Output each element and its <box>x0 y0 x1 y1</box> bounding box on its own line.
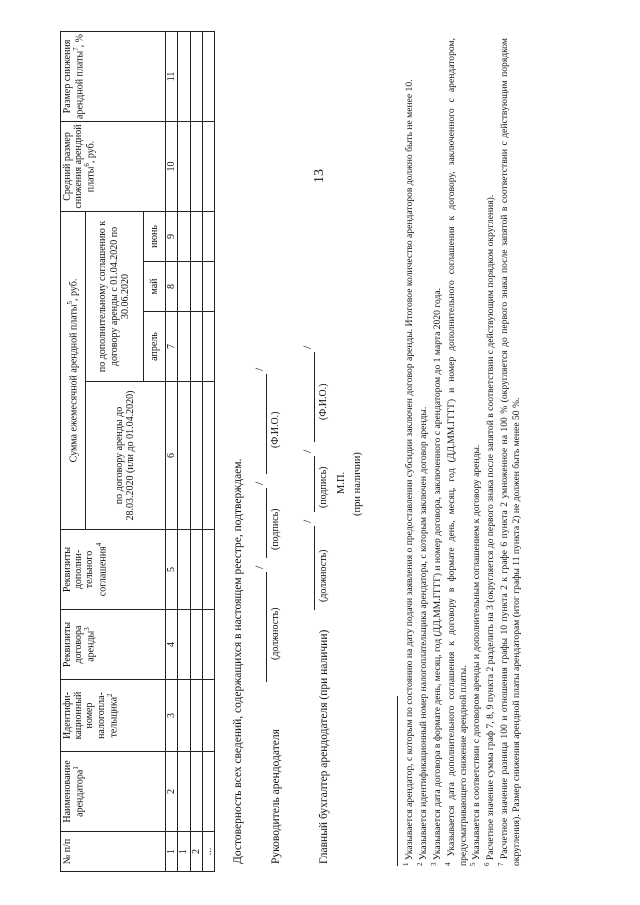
column-number: 4 <box>166 610 178 680</box>
header-tenant-name: Наименование арендатора$^1$ <box>61 752 166 832</box>
header-rent-agreement: по дополнительному соглашению к договору аренды с 01.04.2020 по 30.06.2020 <box>85 211 143 381</box>
footnote: $^4$ Указывается дата дополнительного соглашения к договору в формате день, месяц, год (ДД.ММ.ГГГГ) и номер дополнительного соглашения к договору, заключенного с арендатором, предусматривающего снижение арендной платы. <box>443 38 469 866</box>
column-number: 7 <box>166 312 178 382</box>
table-row <box>178 31 190 871</box>
accountant-name-line <box>314 352 315 442</box>
header-lease-details: Реквизиты договора аренды$^3$ <box>61 610 166 680</box>
row-number: 2 <box>190 832 202 872</box>
head-name-line <box>266 374 267 474</box>
footnote: $^3$ Указывается дата договора в формате день, месяц, год (ДД.ММ.ГГГГ) и номер договора, заключенного с арендатором до 1 марта 2020 года. <box>429 287 443 866</box>
header-reduction-percent: Размер снижения арендной платы$^7$, % <box>61 31 166 121</box>
header-row-1 <box>61 31 86 871</box>
accountant-position-line <box>314 526 315 610</box>
registry-table <box>60 31 215 872</box>
head-position-caption: (должность) <box>270 607 281 660</box>
footnote: $^5$ Указывается в соответствии с договором аренды и дополнительным соглашением к договору аренды. <box>469 444 483 866</box>
page-number: 13 <box>312 169 327 183</box>
confirmation-text: Достоверность всех сведений, содержащихся в настоящем реестре, подтверждаем. <box>232 458 244 864</box>
head-name-caption: (Ф.И.О.) <box>270 411 281 448</box>
accountant-name-caption: (Ф.И.О.) <box>318 383 329 420</box>
column-number: 8 <box>166 262 178 312</box>
accountant-signature-label: Главный бухгалтер арендодателя (при наличии) <box>318 629 330 864</box>
row-number: 1 <box>178 832 190 872</box>
header-number: № п/п <box>61 832 166 872</box>
header-june: июнь <box>143 211 166 261</box>
header-inn: Идентифи-кационный номер налогопла-тельщика$^2$ <box>61 680 166 752</box>
head-signature-line <box>266 488 267 558</box>
footnote: $^7$ Расчетное значение разница 100 и отношения графы 10 пункта 2 к графе 6 пункта 2 умноженное на 100 % (округляется до первого знака после запятой в соответствии с действующим порядком округления). Размер снижения арендной платы арендаторам (итог графы 11 пункта 2) не должен быть менее 50 %. <box>497 38 522 866</box>
head-signature-label: Руководитель арендодателя <box>270 729 282 864</box>
accountant-signature-line <box>314 456 315 512</box>
column-number: 6 <box>166 382 178 530</box>
stamp-note: (при наличии) <box>352 452 363 516</box>
column-number: 2 <box>166 752 178 832</box>
column-number: 3 <box>166 680 178 752</box>
head-position-line <box>266 572 267 682</box>
header-may: май <box>143 262 166 312</box>
column-numbers-row <box>166 31 178 871</box>
header-agreement-details: Реквизиты дополни-тельного соглашения$^4$ <box>61 530 166 610</box>
footnotes-divider <box>397 696 398 866</box>
stamp-label: М.П. <box>336 471 347 494</box>
accountant-signature-caption: (подпись) <box>318 466 329 508</box>
document-sheet: № п/п Наименование арендатора$^1$ Идентифи-кационный номер налогопла-тельщика$^2$ Реквизиты договора аренды$^3$ Реквизиты дополни-тельного соглашения$^4$ Сумма ежемесячной арендной платы$^5$, руб. Средний размер снижения арендной платы$^6$, руб. Размер снижения арендной платы$^7$, % по договору аренды до 28.03.2020 (или до 01.04.2020) по дополнительному соглашению к договору аренды с 01.04.2020 по 30.06.2020 апрель май июнь 1 2 3 4 5 6 7 8 9 10 11 1 2 ... Достоверность всех сведений, содержащихся в настоящем реестре, подтверждаем. Руководитель арендодателя / / / (должность) (подпись) (Ф.И.О.) Главный бухгалтер арендодателя (при наличии) / / / (должность) (подпись) (Ф.И.О.) М.П. (при наличии) $^1$ Указывается арендатор, с которым по состоянию на дату подачи заявления о предоставлении субсидии заключен договор аренды. Итоговое количество арендаторов должно быть не менее 10. $^2$ Указывается идентификационный номер налогоплательщика арендатора, с которым заключен договор аренды. $^3$ Указывается дата договора в формате день, месяц, год (ДД.ММ.ГГГГ) и номер договора, заключенного с арендатором до 1 марта 2020 года. $^4$ Указывается дата дополнительного соглашения к договору в формате день, месяц, год (ДД.ММ.ГГГГ) и номер дополнительного соглашения к договору, заключенного с арендатором, предусматривающего снижение арендной платы. $^5$ Указывается в соответствии с договором аренды и дополнительным соглашением к договору аренды. $^6$ Расчетное значение сумма граф 7, 8, 9 пункта 2 разделить на 3 (округляется до первого знака после запятой в соответствии с действующим порядком округления). $^7$ Расчетное значение разница 100 и отношения графы 10 пункта 2 к графе 6 пункта 2 умноженное на 100 % (округляется до первого знака после запятой в соответствии с действующим порядком округления). Размер снижения арендной платы арендаторам (итог графы 11 пункта 2) не должен быть менее 50 %. <box>60 32 580 872</box>
footnote: $^6$ Расчетное значение сумма граф 7, 8, 9 пункта 2 разделить на 3 (округляется до первого знака после запятой в соответствии с действующим порядком округления). <box>483 194 497 866</box>
header-average-reduction: Средний размер снижения арендной платы$^6$, руб. <box>61 121 166 211</box>
column-number: 11 <box>166 31 178 121</box>
header-rent-before: по договору аренды до 28.03.2020 (или до 01.04.2020) <box>85 382 166 530</box>
table-row <box>202 31 214 871</box>
header-april: апрель <box>143 312 166 382</box>
row-number: ... <box>202 832 214 872</box>
column-number: 5 <box>166 530 178 610</box>
footnotes <box>402 38 523 866</box>
column-number: 9 <box>166 211 178 261</box>
table-row <box>190 31 202 871</box>
head-signature-caption: (подпись) <box>270 508 281 550</box>
accountant-position-caption: (должность) <box>318 549 329 602</box>
footnote: $^2$ Указывается идентификационный номер налогоплательщика арендатора, с которым заключен договор аренды. <box>415 406 430 866</box>
header-monthly-rent-group: Сумма ежемесячной арендной платы$^5$, руб. <box>61 211 86 529</box>
footnote: $^1$ Указывается арендатор, с которым по состоянию на дату подачи заявления о предоставлении субсидии заключен договор аренды. Итоговое количество арендаторов должно быть не менее 10. <box>402 79 416 866</box>
column-number: 1 <box>166 832 178 872</box>
column-number: 10 <box>166 121 178 211</box>
